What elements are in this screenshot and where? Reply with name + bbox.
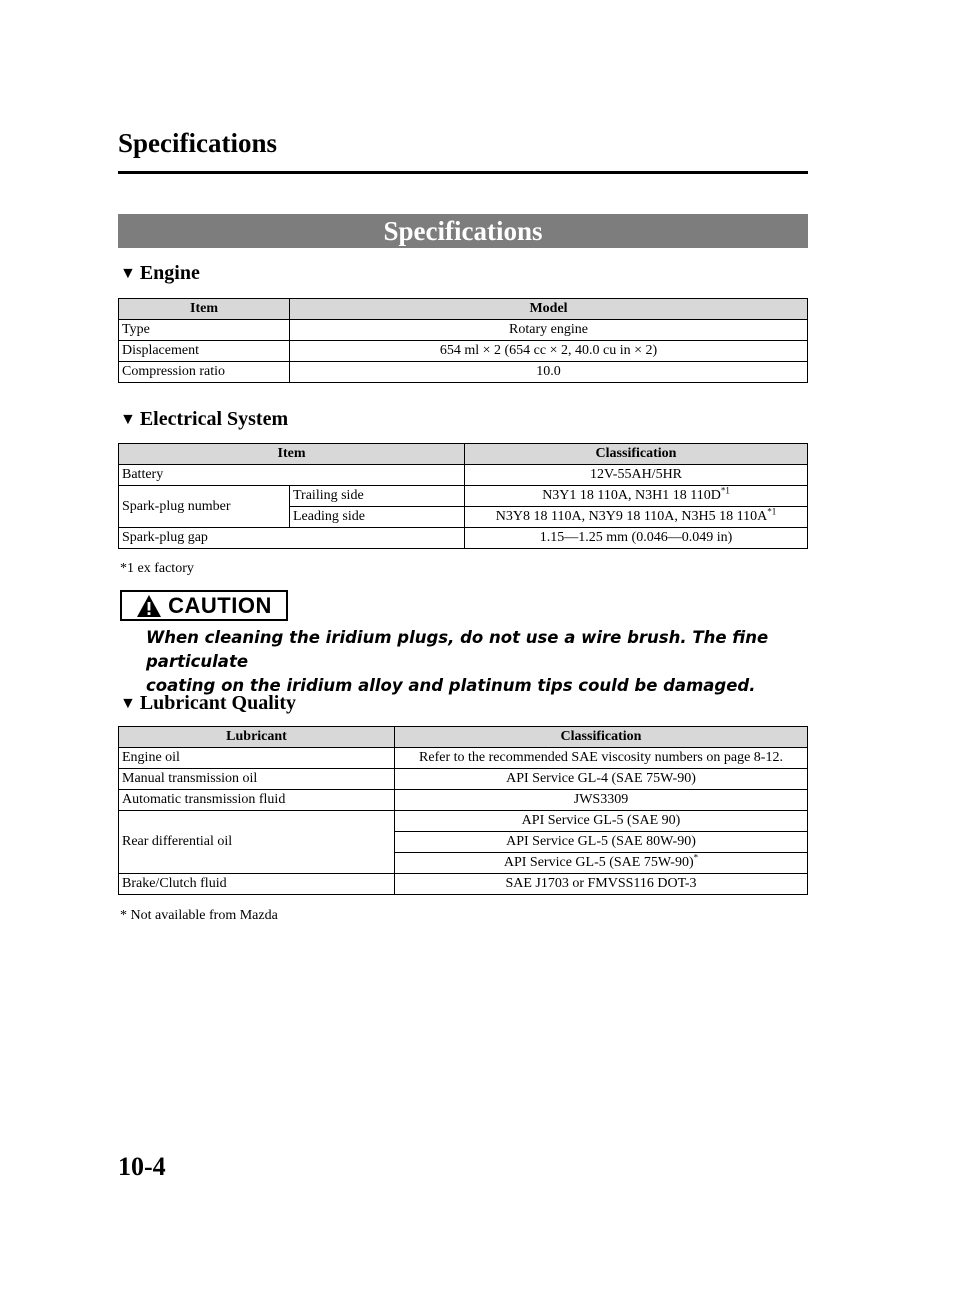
- table-row: [119, 465, 808, 486]
- caution-label: CAUTION: [168, 592, 272, 618]
- electrical-heading: [120, 408, 288, 431]
- table-header: Model: [290, 299, 808, 320]
- table-header: Classification: [395, 727, 808, 748]
- table-cell: API Service GL-5 (SAE 90): [395, 811, 808, 832]
- header-divider: [118, 171, 808, 174]
- page-number: 10-4: [118, 1152, 166, 1181]
- table-cell: Refer to the recommended SAE viscosity numbers on page 8-12.: [395, 748, 808, 769]
- caution-line: coating on the iridium alloy and platinum tips could be damaged.: [146, 676, 756, 695]
- table-cell: N3Y1 18 110A, N3H1 18 $110D^{*1}$: [465, 486, 808, 507]
- table-row: [119, 320, 808, 341]
- table-cell: API Service GL-5 (SAE 80W-90): [395, 832, 808, 853]
- table-cell: Automatic transmission fluid: [119, 790, 395, 811]
- lubricant-heading: [120, 692, 296, 715]
- table-header: Classification: [465, 444, 808, 465]
- caution-badge: [120, 590, 288, 621]
- table-cell: Manual transmission oil: [119, 769, 395, 790]
- table-header: Item: [119, 444, 465, 465]
- table-cell: Leading side: [290, 507, 465, 528]
- triangle-down-icon: ▼: [120, 694, 136, 712]
- table-cell: Rotary engine: [290, 320, 808, 341]
- table-cell: Rear differential oil: [119, 811, 395, 874]
- page-header-title: Specifications: [118, 128, 277, 158]
- lubricant-table: [118, 726, 808, 895]
- footnote-marker: *: [693, 852, 699, 863]
- lubricant-footnote: * Not available from Mazda: [120, 908, 278, 923]
- caution-line: When cleaning the iridium plugs, do not use a wire brush. The fine particulate: [146, 628, 769, 671]
- engine-table: [118, 298, 808, 383]
- table-cell: Trailing side: [290, 486, 465, 507]
- table-cell: SAE J1703 or FMVSS116 DOT-3: [395, 874, 808, 895]
- electrical-table: [118, 443, 808, 549]
- engine-heading-text: Engine: [139, 262, 200, 284]
- table-header: Lubricant: [119, 727, 395, 748]
- table-cell: Spark-plug gap: [119, 528, 465, 549]
- engine-heading: [120, 262, 200, 285]
- triangle-down-icon: ▼: [120, 264, 136, 282]
- table-cell: Displacement: [119, 341, 290, 362]
- footnote-marker: *1: [767, 506, 777, 517]
- section-title-bar: Specifications: [118, 214, 808, 248]
- electrical-heading-text: Electrical System: [139, 408, 289, 430]
- table-header: Item: [119, 299, 290, 320]
- table-cell: 654 ml × 2 (654 cc × 2, 40.0 cu in × 2): [290, 341, 808, 362]
- triangle-down-icon: ▼: [120, 410, 136, 428]
- table-cell: N3Y8 18 110A, N3Y9 18 110A, N3H5 18 $110A^{*1}$: [465, 507, 808, 528]
- table-cell: 10.0: [290, 362, 808, 383]
- table-cell: Compression ratio: [119, 362, 290, 383]
- table-cell: API Service GL-4 (SAE 75W-90): [395, 769, 808, 790]
- caution-text: [146, 626, 786, 698]
- table-row: [119, 769, 808, 790]
- table-row: [119, 341, 808, 362]
- table-row: [119, 362, 808, 383]
- table-row: [119, 486, 808, 507]
- table-cell: Brake/Clutch fluid: [119, 874, 395, 895]
- table-cell: Battery: [119, 465, 465, 486]
- table-row: [119, 790, 808, 811]
- table-cell: 1.15—1.25 mm (0.046—0.049 in): [465, 528, 808, 549]
- table-cell: Spark-plug number: [119, 486, 290, 528]
- table-cell: API Service GL-5 (SAE 75W-90)*: [395, 853, 808, 874]
- table-cell: Engine oil: [119, 748, 395, 769]
- table-row: [119, 528, 808, 549]
- table-row: [119, 811, 808, 832]
- table-cell: 12V-55AH/5HR: [465, 465, 808, 486]
- table-row: [119, 874, 808, 895]
- table-row: [119, 748, 808, 769]
- table-cell: JWS3309: [395, 790, 808, 811]
- table-cell: Type: [119, 320, 290, 341]
- warning-triangle-icon: [136, 594, 162, 618]
- electrical-footnote: *1 ex factory: [120, 561, 194, 576]
- footnote-marker: *1: [720, 485, 730, 496]
- lubricant-heading-text: Lubricant Quality: [139, 692, 296, 714]
